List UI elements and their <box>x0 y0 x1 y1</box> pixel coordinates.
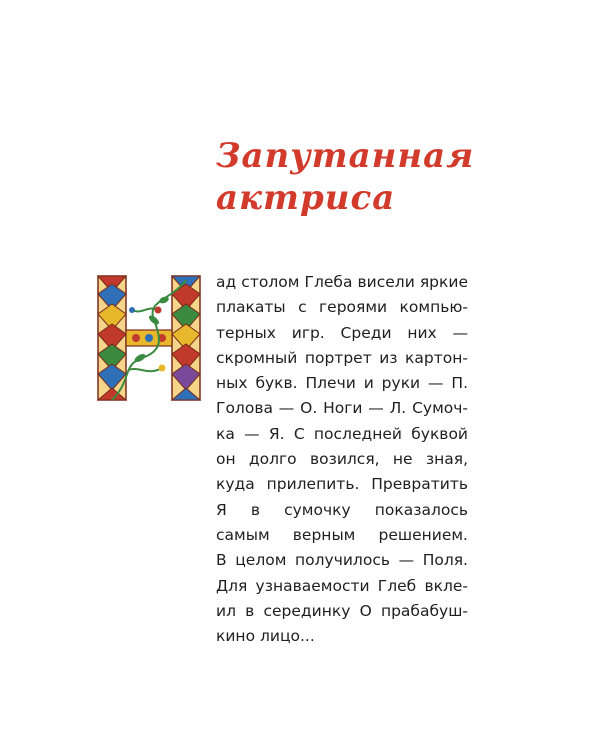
chapter-title-line-2: актриса <box>216 178 396 218</box>
paragraph-line: В целом получилось — Поля. <box>216 551 468 570</box>
paragraph-line: куда прилепить. Превратить <box>216 475 468 494</box>
chapter-title-line-1: Запутанная <box>216 136 475 176</box>
drop-cap-left-stem <box>98 276 126 400</box>
paragraph-line: Для узнаваемости Глеб вкле- <box>216 576 468 595</box>
paragraph-line: ных букв. Плечи и руки — П. <box>216 374 468 393</box>
paragraph-line: Голова — О. Ноги — Л. Сумоч- <box>216 399 468 418</box>
paragraph-line: Я в сумочку показалось <box>216 500 468 519</box>
paragraph-line: плакаты с героями компью- <box>216 298 468 317</box>
chapter-title <box>216 135 546 219</box>
drop-cap-right-stem <box>172 276 200 400</box>
paragraph-line: самым верным решением. <box>216 525 468 544</box>
paragraph-line: он долго возился, не зная, <box>216 450 468 469</box>
illuminated-drop-cap-n <box>92 270 208 406</box>
paragraph-line: терных игр. Среди них — <box>216 323 468 342</box>
paragraph-line: кино лицо... <box>216 627 315 646</box>
drop-cap-crossbar <box>126 330 172 346</box>
paragraph-line: ад столом Глеба висели яркие <box>216 273 468 291</box>
story-paragraph <box>216 270 468 649</box>
paragraph-line: ил в серединку О прабабуш- <box>216 601 468 620</box>
paragraph-line: скромный портрет из картон- <box>216 348 468 367</box>
paragraph-line: ка — Я. С последней буквой <box>216 424 468 443</box>
